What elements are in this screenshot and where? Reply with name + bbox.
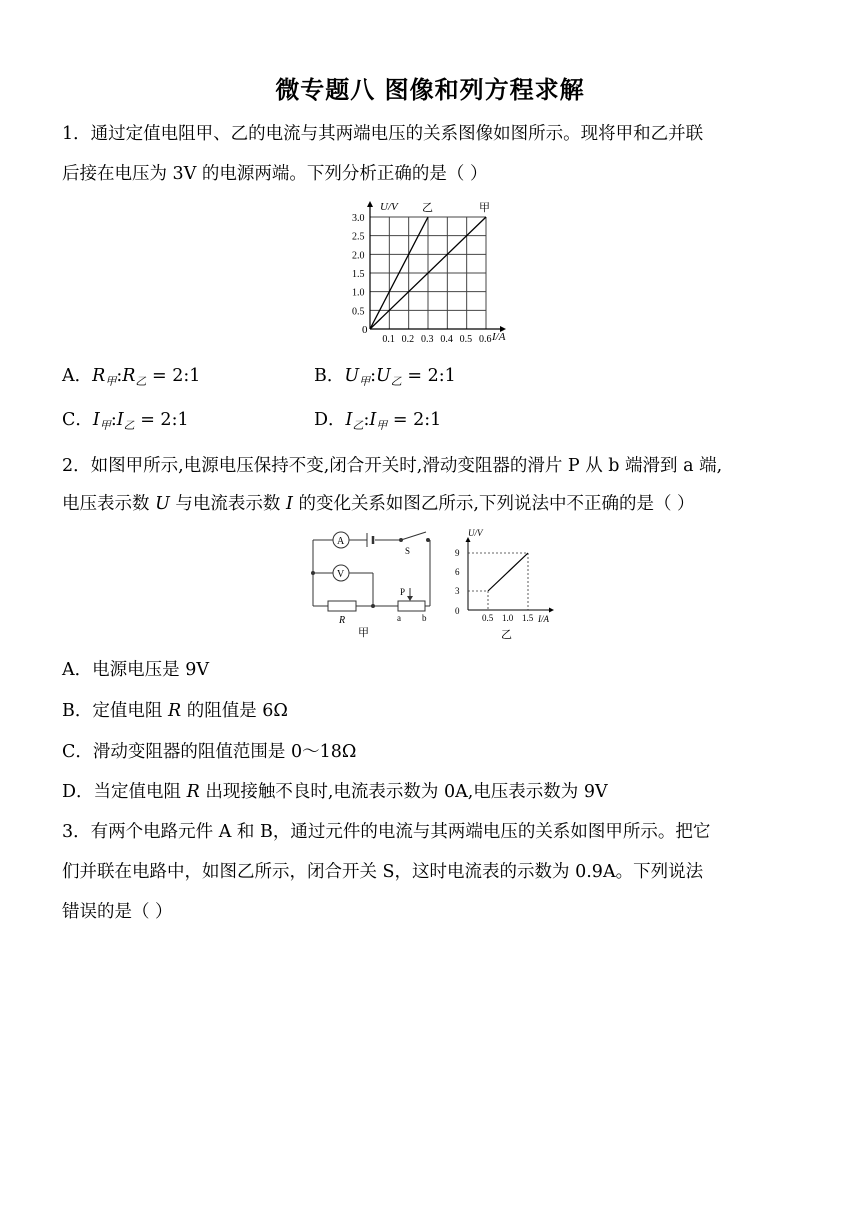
q2-option-c[interactable]: C．滑动变阻器的阻值范围是 0～18Ω [62, 742, 357, 762]
q1-graph [340, 198, 520, 348]
variable: U [376, 366, 391, 386]
q1-stem-line2: 后接在电压为 3V 的电源两端。下列分析正确的是（ ） [62, 164, 488, 184]
variable: R [92, 366, 106, 386]
x-tick-label: 0.1 [382, 334, 395, 345]
q2-stem-line1: 2．如图甲所示,电源电压保持不变,闭合开关时,滑动变阻器的滑片 P 从 b 端滑到 a 端, [62, 456, 723, 476]
q2-option-a[interactable]: A．电源电压是 9V [62, 660, 209, 680]
subscript: 乙 [352, 419, 364, 432]
text: B．定值电阻 [62, 701, 168, 721]
q1-graph-origin: 0 [362, 324, 368, 336]
slider-label: P [400, 587, 406, 597]
rheostat-symbol [398, 601, 425, 611]
q2-graph-axes [466, 537, 555, 613]
battery-symbol [367, 533, 373, 547]
text: 的阻值是 6Ω [181, 701, 288, 721]
variable: I [116, 410, 124, 430]
variable: I [92, 410, 100, 430]
switch-symbol [400, 532, 430, 542]
q1-option-a[interactable] [62, 362, 200, 389]
subscript: 甲 [99, 419, 111, 432]
x-tick-label: 1.5 [522, 613, 534, 623]
y-tick-label: 2.5 [352, 231, 365, 243]
text: 电压表示数 [62, 494, 156, 514]
subscript: 甲 [105, 375, 117, 388]
variable: I [345, 410, 353, 430]
subscript: 甲 [359, 375, 371, 388]
y-tick-label: 1.0 [352, 287, 365, 299]
q1-option-b[interactable] [314, 362, 456, 389]
q3-stem-line3: 错误的是（ ） [62, 902, 173, 922]
ammeter-label: A [337, 536, 345, 547]
x-tick-label: 0.3 [421, 334, 434, 345]
x-tick-label: 0.2 [401, 334, 415, 345]
ratio: = 2:1 [387, 410, 442, 430]
circuit-caption: 甲 [358, 627, 369, 639]
y-tick-label: 6 [455, 567, 460, 577]
option-letter: A． [62, 366, 93, 386]
junction-dot [311, 571, 315, 575]
q1-series-label-jia: 甲 [479, 202, 490, 214]
variable: R [122, 366, 136, 386]
y-tick-label: 1.5 [352, 269, 365, 280]
x-tick-label: 1.0 [502, 613, 514, 623]
subscript: 甲 [376, 419, 388, 432]
subscript: 乙 [135, 375, 147, 388]
q2-graph-series [488, 553, 528, 591]
q1-stem-line1: 1．通过定值电阻甲、乙的电流与其两端电压的关系图像如图所示。现将甲和乙并联 [62, 124, 704, 144]
text: 与电流表示数 [169, 494, 286, 514]
ratio: = 2:1 [146, 366, 201, 386]
q2-stem-line2 [62, 490, 695, 515]
colon: : [110, 410, 117, 430]
switch-label: S [405, 546, 411, 556]
text: 出现接触不良时,电流表示数为 0A,电压表示数为 9V [199, 782, 608, 802]
q2-option-d[interactable] [62, 778, 608, 803]
voltmeter-label: V [337, 569, 345, 580]
q2-option-b[interactable] [62, 697, 288, 722]
y-tick-label: 9 [455, 548, 460, 558]
q1-series-label-yi: 乙 [422, 202, 433, 214]
colon: : [363, 410, 370, 430]
subscript: 乙 [123, 419, 135, 432]
variable: R [167, 701, 182, 721]
rheostat-end-a: a [397, 613, 401, 623]
q3-stem-line1: 3．有两个电路元件 A 和 B，通过元件的电流与其两端电压的关系如图甲所示。把它 [62, 822, 711, 842]
y-tick-label: 3.0 [352, 213, 365, 224]
resistor-label: R [339, 615, 346, 626]
x-tick-label: 0.6 [479, 334, 492, 345]
y-axis-arrow [367, 201, 373, 207]
subscript: 乙 [390, 375, 402, 388]
colon: : [370, 366, 377, 386]
x-tick-label: 0.5 [482, 613, 494, 623]
q2-circuit-diagram [310, 528, 440, 640]
y-tick-label: 0.5 [352, 306, 365, 318]
option-letter: B． [314, 366, 345, 386]
q2-graph-origin: 0 [455, 606, 460, 616]
variable: I [369, 410, 377, 430]
variable: U [155, 494, 170, 514]
junction-dot [371, 604, 375, 608]
text: 的变化关系如图乙所示,下列说法中不正确的是（ ） [292, 494, 695, 514]
slider-arrow [407, 596, 413, 601]
option-letter: D． [314, 410, 346, 430]
q1-graph-ylabel: U/V [380, 201, 398, 213]
q2-graph-caption: 乙 [501, 629, 512, 641]
page-title: 微专题八 图像和列方程求解 [275, 76, 585, 104]
colon: : [116, 366, 123, 386]
x-axis-arrow [549, 608, 554, 613]
ratio: = 2:1 [401, 366, 456, 386]
x-tick-label: 0.5 [459, 334, 473, 345]
y-tick-label: 3 [455, 586, 460, 596]
variable: I [285, 494, 293, 514]
q1-option-c[interactable] [62, 406, 189, 433]
rheostat-end-b: b [422, 613, 427, 623]
series-line [488, 553, 528, 591]
q2-graph [448, 526, 558, 642]
text: D．当定值电阻 [62, 782, 187, 802]
variable: R [186, 782, 200, 802]
y-tick-label: 2.0 [352, 250, 365, 262]
variable: U [344, 366, 360, 386]
q2-graph-ylabel: U/V [468, 528, 483, 538]
q2-graph-xlabel: I/A [538, 614, 549, 624]
option-letter: C． [62, 410, 93, 430]
q1-graph-xlabel: I/A [492, 331, 506, 343]
x-tick-label: 0.4 [440, 334, 453, 345]
resistor-symbol [328, 601, 356, 611]
ratio: = 2:1 [134, 410, 189, 430]
q3-stem-line2: 们并联在电路中，如图乙所示，闭合开关 S，这时电流表的示数为 0.9A。下列说法 [62, 862, 704, 882]
q1-option-d[interactable] [314, 406, 441, 433]
